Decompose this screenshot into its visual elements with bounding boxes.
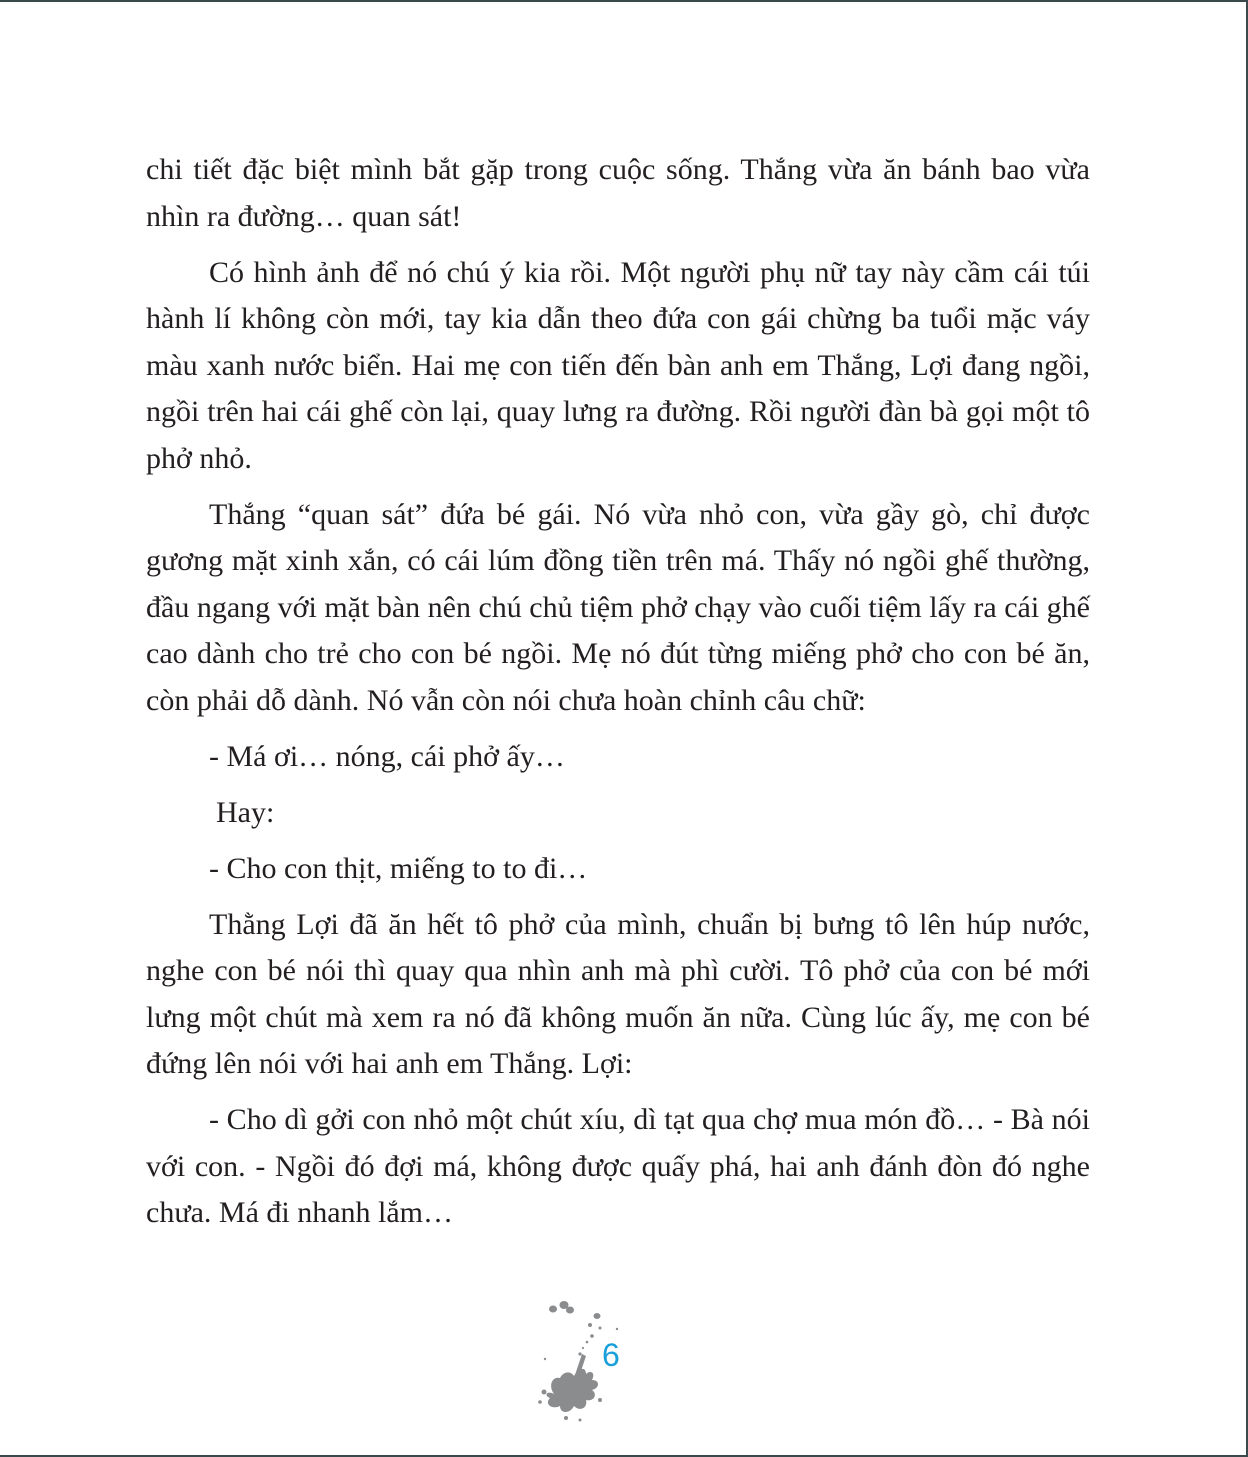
- paragraph: Thắng “quan sát” đứa bé gái. Nó vừa nhỏ con, vừa gầy gò, chỉ được gương mặt xinh xắn, có cái lúm đồng tiền trên má. Thấy nó ngồi ghế thường, đầu ngang với mặt bàn nên chú chủ tiệm phở chạy vào cuối tiệm lấy ra cái ghế cao dành cho trẻ cho con bé ngồi. Mẹ nó đút từng miếng phở cho con bé ăn, còn phải dỗ dành. Nó vẫn còn nói chưa hoàn chỉnh câu chữ:: [146, 497, 1090, 717]
- page-border-top: [0, 0, 1248, 2]
- dialogue-line: - Cho dì gởi con nhỏ một chút xíu, dì tạt qua chợ mua món đồ… - Bà nói với con. - Ngồi đó đợi má, không được quấy phá, hai anh đánh đòn đó nghe chưa. Má đi nhanh lắm…: [146, 1103, 1090, 1229]
- dialogue-line: - Cho con thịt, miếng to to đi…: [209, 851, 588, 885]
- paragraph: chi tiết đặc biệt mình bắt gặp trong cuộc sống. Thắng vừa ăn bánh bao vừa nhìn ra đường… quan sát!: [146, 153, 1090, 233]
- paragraph: Hay:: [216, 795, 275, 829]
- dialogue-line: - Má ơi… nóng, cái phở ấy…: [209, 739, 565, 773]
- paragraph: Thằng Lợi đã ăn hết tô phở của mình, chuẩn bị bưng tô lên húp nước, nghe con bé nói thì quay qua nhìn anh mà phì cười. Tô phở của con bé mới lưng một chút mà xem ra nó đã không muốn ăn nữa. Cùng lúc ấy, mẹ con bé đứng lên nói với hai anh em Thắng. Lợi:: [146, 907, 1090, 1080]
- body-text: [146, 147, 1090, 1246]
- paragraph: Có hình ảnh để nó chú ý kia rồi. Một người phụ nữ tay này cầm cái túi hành lí không còn mới, tay kia dẫn theo đứa con gái chừng ba tuổi mặc váy màu xanh nước biển. Hai mẹ con tiến đến bàn anh em Thắng, Lợi đang ngồi, ngồi trên hai cái ghế còn lại, quay lưng ra đường. Rồi người đàn bà gọi một tô phở nhỏ.: [146, 255, 1090, 475]
- page-number: 6: [602, 1337, 620, 1373]
